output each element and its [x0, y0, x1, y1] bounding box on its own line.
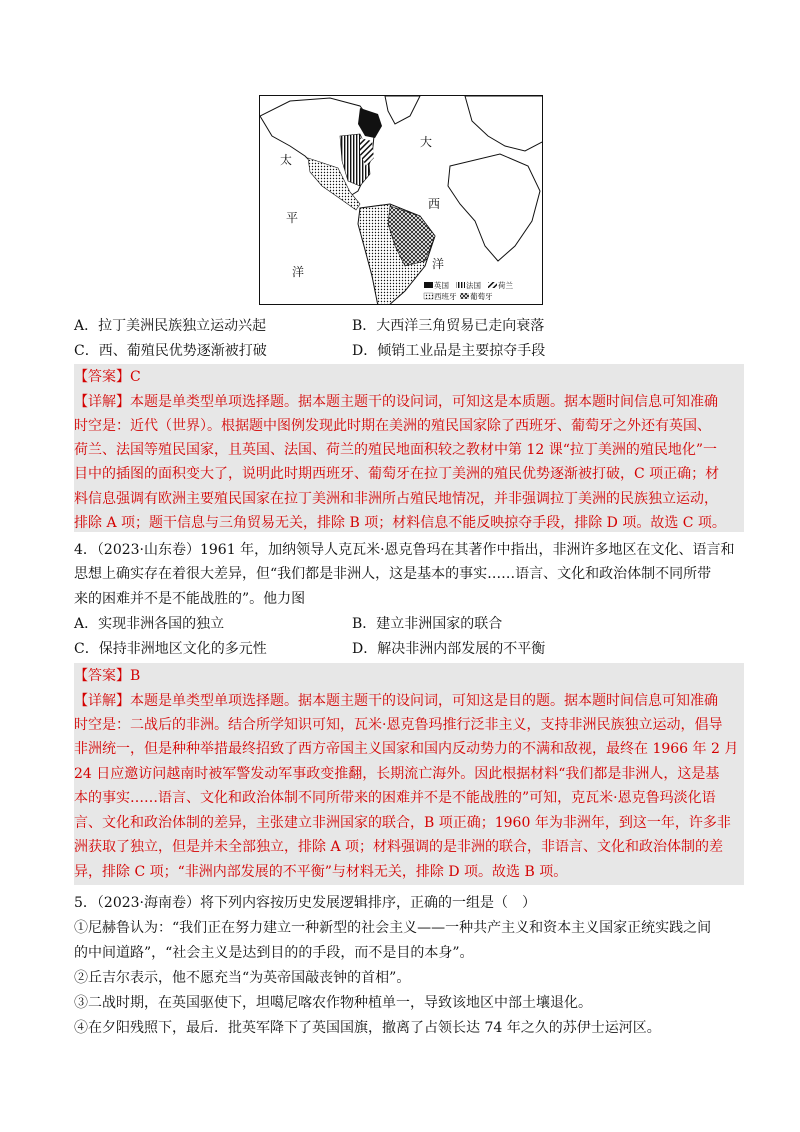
q3-option-d: D．倾销工业品是主要掠夺手段: [352, 343, 546, 359]
colonial-map-figure: [259, 95, 543, 305]
europe-outline: [465, 96, 543, 151]
map-label-da: 大: [420, 135, 433, 149]
q4-explain-line: 非洲统一，但是种种举措最终招致了西方帝国主义国家和国内反动势力的不满和敌视，最终在 1966 年 2 月: [74, 741, 739, 757]
q4-explain-line: 异，排除 C 项；“非洲内部发展的不平衡”与材料无关，排除 D 项。故选 B 项。: [74, 864, 568, 880]
q4-explain-line: 言、文化和政治体制的差异，主张建立非洲国家的联合，B 项正确；1960 年为非洲年，到这一年，许多非: [74, 815, 731, 831]
q3-answer-block: [74, 364, 744, 532]
legend-portugal: 葡萄牙: [470, 292, 493, 301]
map-label-yang-atlantic: 洋: [432, 257, 445, 271]
q4-explain-line: 时空是：二战后的非洲。结合所学知识可知，瓦米·恩克鲁玛推行泛非主义，支持非洲民族独立运动，倡导: [74, 717, 723, 733]
map-label-tai: 太: [280, 153, 293, 167]
q3-explain-line: 荷兰、法国等殖民国家，且英国、法国、荷兰的殖民地面积较之教材中第 12 课“拉丁美洲的殖民地化”一: [74, 442, 718, 458]
africa-outline: [448, 154, 540, 261]
q3-option-a: A．拉丁美洲民族独立运动兴起: [74, 318, 267, 334]
q4-option-c: C．保持非洲地区文化的多元性: [74, 641, 267, 657]
q4-explain-line: 本的事实……语言、文化和政治体制不同所带来的困难并不是不能战胜的”可知，克瓦米·恩克鲁玛淡化语: [74, 790, 716, 806]
map-label-yang-pacific: 洋: [292, 265, 305, 279]
q3-answer: 【答案】C: [74, 369, 141, 385]
legend-spain: 西班牙: [434, 292, 457, 301]
q3-option-b: B．大西洋三角贸易已走向衰落: [352, 318, 545, 334]
q4-answer-block: [74, 663, 744, 885]
q5-item-4: ④在夕阳残照下，最后．批英军降下了英国国旗，撤离了占领长达 74 年之久的苏伊士运河区。: [74, 1020, 661, 1036]
map-label-xi: 西: [428, 197, 441, 211]
q4-stem-line: 思想上确实存在着很大差异，但“我们都是非洲人，这是基本的事实……语言、文化和政治体制不同所带: [74, 566, 712, 582]
legend-england: 英国: [434, 281, 449, 290]
map-legend: [424, 280, 513, 301]
q4-explain-line: 【详解】本题是单类型单项选择题。据本题主题干的设问词，可知这是目的题。据本题时间信息可知准确: [74, 693, 718, 709]
q3-explain-line: 排除 A 项；题干信息与三角贸易无关，排除 B 项；材料信息不能反映掠夺手段，排除 D 项。故选 C 项。: [74, 515, 726, 531]
legend-netherlands: 荷兰: [498, 281, 513, 290]
greenland-outline: [385, 96, 420, 124]
q4-explain-line: 24 日应邀访问越南时被军警发动军事政变推翻，长期流亡海外。因此根据材料“我们都是非洲人，这是基: [74, 766, 720, 782]
q5-item-1: ①尼赫鲁认为：“我们正在努力建立一种新型的社会主义——一种共产主义和资本主义国家正统实践之间: [74, 920, 712, 936]
q3-option-c: C．西、葡殖民优势逐渐被打破: [74, 343, 267, 359]
q4-answer: 【答案】B: [74, 668, 141, 684]
q5-item-3: ③二战时期，在英国驱使下，坦噶尼喀农作物种植单一，导致该地区中部土壤退化。: [74, 995, 592, 1011]
q3-explain-line: 目中的插图的面积变大了，说明此时期西班牙、葡萄牙在拉丁美洲的殖民优势逐渐被打破，C 项正确；材: [74, 466, 720, 482]
legend-france: 法国: [466, 281, 481, 290]
map-label-ping: 平: [286, 211, 299, 225]
q4-stem-line: 4．（2023·山东卷）1961 年，加纳领导人克瓦米·恩克鲁玛在其著作中指出，非洲许多地区在文化、语言和: [74, 542, 735, 558]
q5-item-2: ②丘吉尔表示，他不愿充当“为英帝国敲丧钟的首相”。: [74, 970, 411, 986]
q3-explain-line: 【详解】本题是单类型单项选择题。据本题主题干的设问词，可知这是本质题。据本题时间信息可知准确: [74, 394, 718, 410]
q3-explain-line: 料信息强调有欧洲主要殖民国家在拉丁美洲和非洲所占殖民地情况，并非强调拉丁美洲的民族独立运动，: [74, 491, 718, 507]
q4-stem-line: 来的困难并不是不能战胜的”。他力图: [74, 591, 306, 607]
q4-option-d: D．解决非洲内部发展的不平衡: [352, 641, 546, 657]
q5-stem-line: 5．（2023·海南卷）将下列内容按历史发展逻辑排序，正确的一组是（ ）: [74, 895, 536, 911]
q4-option-b: B．建立非洲国家的联合: [352, 616, 503, 632]
q5-item-1-cont: 的中间道路”，“社会主义是达到目的的手段，而不是目的本身”。: [74, 945, 474, 961]
q4-explain-line: 洲获取了独立，但是并未全部独立，排除 A 项；材料强调的是非洲的联合，非语言、文化和政治体制的差: [74, 839, 724, 855]
q3-explain-line: 时空是：近代（世界）。根据题中图例发现此时期在美洲的殖民国家除了西班牙、葡萄牙之外还有英国、: [74, 418, 711, 434]
q4-option-a: A．实现非洲各国的独立: [74, 616, 225, 632]
